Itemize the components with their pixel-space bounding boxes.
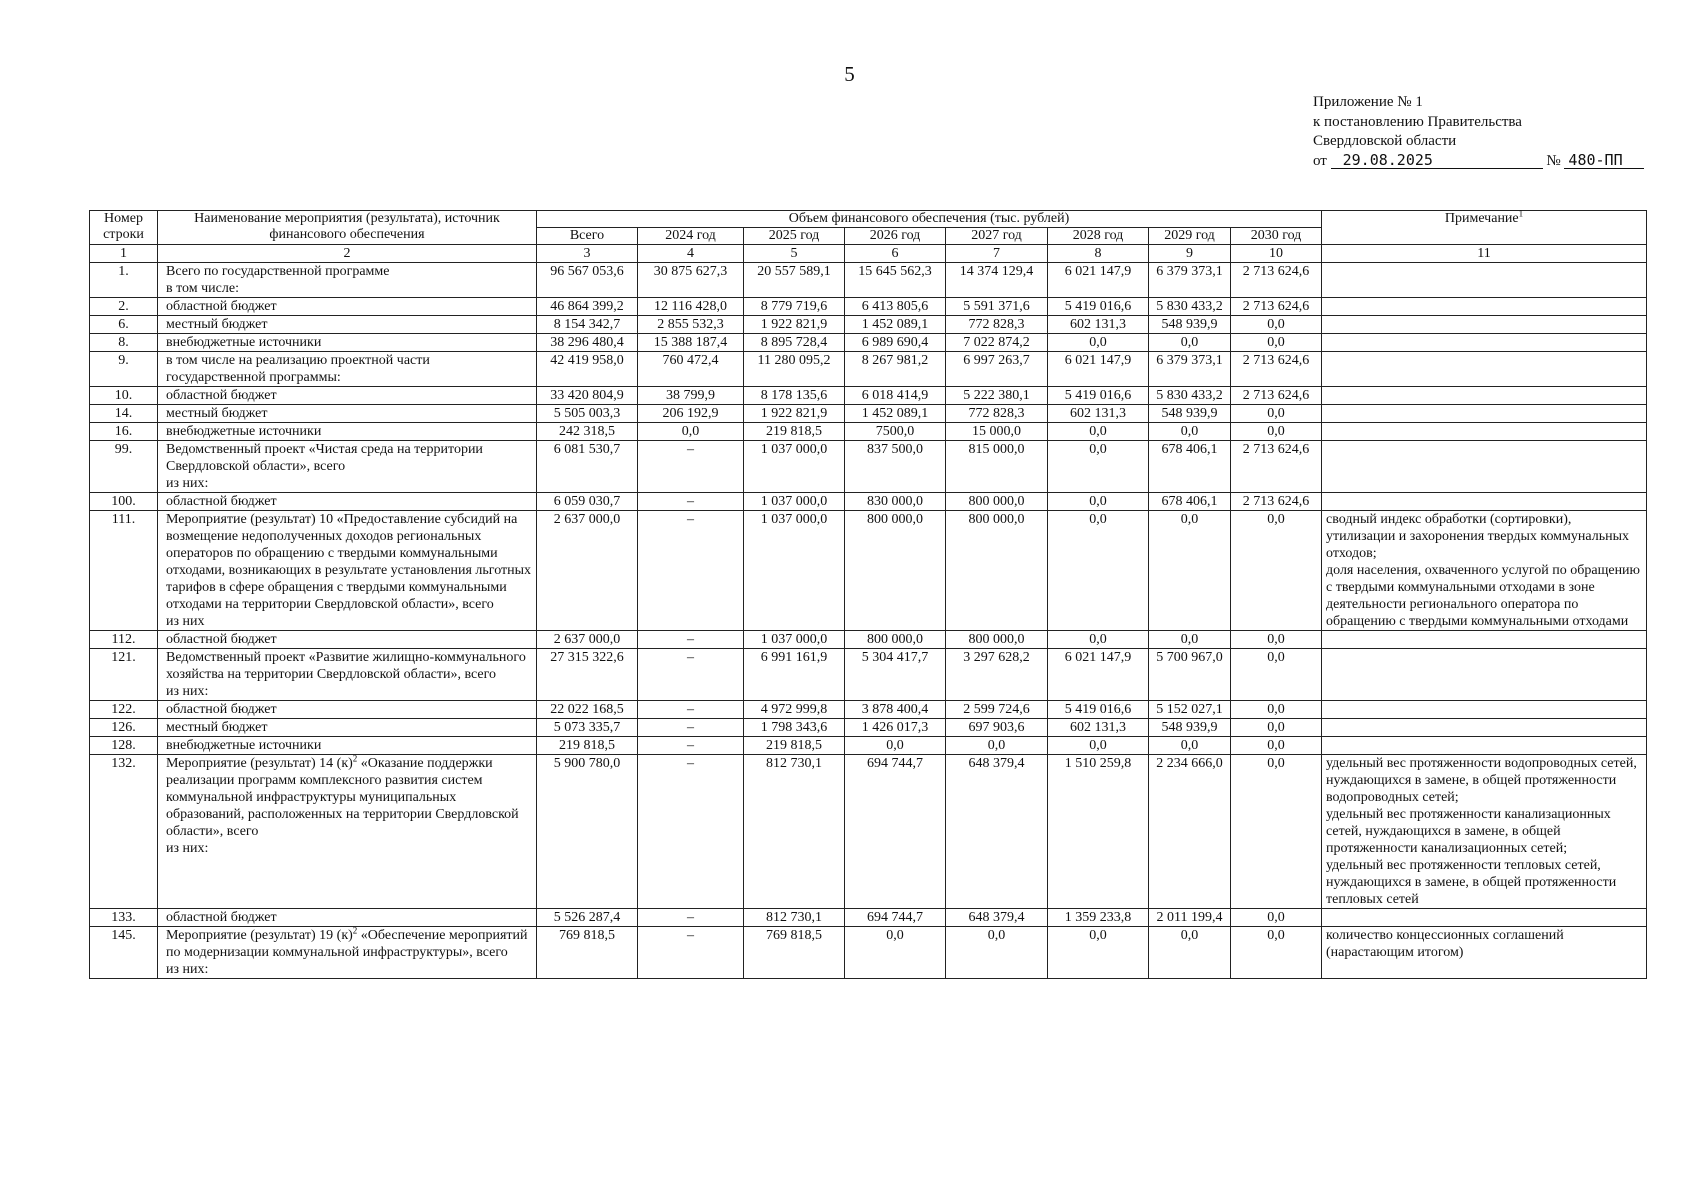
column-index-cell: 10 bbox=[1231, 245, 1322, 263]
value-cell: 8 154 342,7 bbox=[537, 316, 638, 334]
header-row-number: Номер строки bbox=[90, 211, 158, 245]
row-number: 16. bbox=[90, 423, 158, 441]
value-cell: 0,0 bbox=[638, 423, 744, 441]
value-cell: 800 000,0 bbox=[946, 493, 1048, 511]
column-index-cell: 2 bbox=[158, 245, 537, 263]
value-cell: 2 234 666,0 bbox=[1149, 755, 1231, 909]
value-cell: 0,0 bbox=[1149, 511, 1231, 631]
header-year: 2028 год bbox=[1048, 228, 1149, 245]
table-row bbox=[90, 316, 1647, 334]
value-cell: 6 379 373,1 bbox=[1149, 263, 1231, 298]
value-cell: 1 510 259,8 bbox=[1048, 755, 1149, 909]
table-row bbox=[90, 909, 1647, 927]
row-name-text: внебюджетные источники bbox=[166, 738, 322, 753]
value-cell: 678 406,1 bbox=[1149, 493, 1231, 511]
row-name bbox=[158, 631, 537, 649]
appendix-date-line bbox=[1313, 152, 1644, 172]
row-note: количество концессионных соглашений (нарастающим итогом) bbox=[1322, 927, 1647, 979]
value-cell: 0,0 bbox=[1231, 631, 1322, 649]
value-cell: 812 730,1 bbox=[744, 755, 845, 909]
value-cell: 1 037 000,0 bbox=[744, 493, 845, 511]
value-cell: 0,0 bbox=[1231, 701, 1322, 719]
row-number: 9. bbox=[90, 352, 158, 387]
value-cell: 0,0 bbox=[1048, 334, 1149, 352]
value-cell: 5 222 380,1 bbox=[946, 387, 1048, 405]
row-number: 122. bbox=[90, 701, 158, 719]
value-cell: 1 922 821,9 bbox=[744, 405, 845, 423]
value-cell: 8 178 135,6 bbox=[744, 387, 845, 405]
row-number: 133. bbox=[90, 909, 158, 927]
value-cell: 772 828,3 bbox=[946, 405, 1048, 423]
row-note bbox=[1322, 423, 1647, 441]
table-row bbox=[90, 755, 1647, 909]
row-name-text: областной бюджет bbox=[166, 388, 277, 403]
row-note bbox=[1322, 737, 1647, 755]
row-name bbox=[158, 423, 537, 441]
column-index-cell: 3 bbox=[537, 245, 638, 263]
value-cell: 1 798 343,6 bbox=[744, 719, 845, 737]
column-index-cell: 5 bbox=[744, 245, 845, 263]
value-cell: – bbox=[638, 737, 744, 755]
value-cell: 219 818,5 bbox=[744, 423, 845, 441]
value-cell: – bbox=[638, 719, 744, 737]
table-row bbox=[90, 298, 1647, 316]
row-name bbox=[158, 927, 537, 979]
value-cell: 2 713 624,6 bbox=[1231, 493, 1322, 511]
row-number: 99. bbox=[90, 441, 158, 493]
row-name bbox=[158, 493, 537, 511]
value-cell: – bbox=[638, 649, 744, 701]
row-number: 128. bbox=[90, 737, 158, 755]
value-cell: 15 388 187,4 bbox=[638, 334, 744, 352]
value-cell: 2 637 000,0 bbox=[537, 511, 638, 631]
value-cell: 697 903,6 bbox=[946, 719, 1048, 737]
value-cell: 694 744,7 bbox=[845, 909, 946, 927]
value-cell: 548 939,9 bbox=[1149, 405, 1231, 423]
row-name-text: Мероприятие (результат) 14 (к) bbox=[166, 756, 353, 771]
row-name-text: областной бюджет bbox=[166, 299, 277, 314]
value-cell: 7500,0 bbox=[845, 423, 946, 441]
row-note bbox=[1322, 649, 1647, 701]
value-cell: 0,0 bbox=[1231, 755, 1322, 909]
page-number: 5 bbox=[844, 62, 855, 86]
row-number: 121. bbox=[90, 649, 158, 701]
value-cell: 6 021 147,9 bbox=[1048, 649, 1149, 701]
value-cell: 0,0 bbox=[1231, 423, 1322, 441]
value-cell: 648 379,4 bbox=[946, 909, 1048, 927]
header-year: 2026 год bbox=[845, 228, 946, 245]
row-number: 100. bbox=[90, 493, 158, 511]
value-cell: 1 452 089,1 bbox=[845, 405, 946, 423]
row-name-footnote: 2 bbox=[352, 925, 358, 936]
value-cell: 1 037 000,0 bbox=[744, 511, 845, 631]
value-cell: 8 895 728,4 bbox=[744, 334, 845, 352]
column-index-cell: 9 bbox=[1149, 245, 1231, 263]
value-cell: 837 500,0 bbox=[845, 441, 946, 493]
value-cell: 0,0 bbox=[1231, 927, 1322, 979]
row-note bbox=[1322, 352, 1647, 387]
table-row bbox=[90, 649, 1647, 701]
header-name: Наименование мероприятия (результата), источник финансового обеспечения bbox=[158, 211, 537, 245]
value-cell: 0,0 bbox=[845, 927, 946, 979]
value-cell: 0,0 bbox=[1231, 909, 1322, 927]
value-cell: 242 318,5 bbox=[537, 423, 638, 441]
value-cell: 0,0 bbox=[1149, 927, 1231, 979]
row-name-text-rest: «Оказание поддержки реализации программ комплексного развития систем коммунальной инфраструктуры муниципальных образований, расположенных на территории Свердловской области», всего из них: bbox=[166, 756, 519, 856]
value-cell: 2 713 624,6 bbox=[1231, 441, 1322, 493]
row-number: 6. bbox=[90, 316, 158, 334]
row-name-text: областной бюджет bbox=[166, 702, 277, 717]
value-cell: 5 152 027,1 bbox=[1149, 701, 1231, 719]
value-cell: 15 645 562,3 bbox=[845, 263, 946, 298]
value-cell: 602 131,3 bbox=[1048, 719, 1149, 737]
value-cell: 602 131,3 bbox=[1048, 405, 1149, 423]
row-name-text: внебюджетные источники bbox=[166, 424, 322, 439]
row-number: 8. bbox=[90, 334, 158, 352]
value-cell: 6 021 147,9 bbox=[1048, 263, 1149, 298]
table-row bbox=[90, 493, 1647, 511]
date-prefix: от bbox=[1313, 152, 1327, 169]
table-row bbox=[90, 334, 1647, 352]
header-note-footnote: 1 bbox=[1518, 208, 1524, 219]
value-cell: 0,0 bbox=[946, 737, 1048, 755]
value-cell: 548 939,9 bbox=[1149, 316, 1231, 334]
header-note-label: Примечание bbox=[1444, 211, 1519, 226]
value-cell: 22 022 168,5 bbox=[537, 701, 638, 719]
value-cell: 7 022 874,2 bbox=[946, 334, 1048, 352]
table-row bbox=[90, 701, 1647, 719]
value-cell: 800 000,0 bbox=[845, 511, 946, 631]
value-cell: 0,0 bbox=[1048, 927, 1149, 979]
value-cell: 15 000,0 bbox=[946, 423, 1048, 441]
value-cell: 6 059 030,7 bbox=[537, 493, 638, 511]
row-name-text: Ведомственный проект «Развитие жилищно-коммунального хозяйства на территории Свердловской области», всего из них: bbox=[166, 650, 526, 699]
value-cell: 6 081 530,7 bbox=[537, 441, 638, 493]
row-note bbox=[1322, 316, 1647, 334]
value-cell: 6 379 373,1 bbox=[1149, 352, 1231, 387]
row-name bbox=[158, 352, 537, 387]
value-cell: 0,0 bbox=[1048, 737, 1149, 755]
value-cell: 0,0 bbox=[1048, 423, 1149, 441]
row-number: 112. bbox=[90, 631, 158, 649]
row-note: удельный вес протяженности водопроводных сетей, нуждающихся в замене, в общей протяженности водопроводных сетей; удельный вес протяженности канализационных сетей, нуждающихся в замене, в общей протяженности канализационных сетей; удельный вес протяженности тепловых сетей, нуждающихся в замене, в общей протяженности тепловых сетей bbox=[1322, 755, 1647, 909]
row-name-text: местный бюджет bbox=[166, 720, 268, 735]
table-row bbox=[90, 387, 1647, 405]
row-name-text: Ведомственный проект «Чистая среда на территории Свердловской области», всего из них: bbox=[166, 442, 483, 491]
value-cell: 5 526 287,4 bbox=[537, 909, 638, 927]
row-name-footnote: 2 bbox=[352, 753, 358, 764]
value-cell: 206 192,9 bbox=[638, 405, 744, 423]
value-cell: 548 939,9 bbox=[1149, 719, 1231, 737]
row-number: 111. bbox=[90, 511, 158, 631]
value-cell: 2 855 532,3 bbox=[638, 316, 744, 334]
row-note bbox=[1322, 334, 1647, 352]
value-cell: 602 131,3 bbox=[1048, 316, 1149, 334]
table-row bbox=[90, 263, 1647, 298]
value-cell: 5 419 016,6 bbox=[1048, 298, 1149, 316]
value-cell: 6 413 805,6 bbox=[845, 298, 946, 316]
table-row bbox=[90, 719, 1647, 737]
value-cell: 5 591 371,6 bbox=[946, 298, 1048, 316]
value-cell: 769 818,5 bbox=[537, 927, 638, 979]
appendix-subtitle: к постановлению Правительства bbox=[1313, 113, 1522, 130]
value-cell: 2 637 000,0 bbox=[537, 631, 638, 649]
value-cell: 800 000,0 bbox=[845, 631, 946, 649]
value-cell: 772 828,3 bbox=[946, 316, 1048, 334]
row-note bbox=[1322, 405, 1647, 423]
value-cell: 694 744,7 bbox=[845, 755, 946, 909]
row-name-text: областной бюджет bbox=[166, 910, 277, 925]
column-index-cell: 1 bbox=[90, 245, 158, 263]
row-number: 10. bbox=[90, 387, 158, 405]
value-cell: 5 700 967,0 bbox=[1149, 649, 1231, 701]
value-cell: 6 018 414,9 bbox=[845, 387, 946, 405]
column-index-cell: 7 bbox=[946, 245, 1048, 263]
row-name bbox=[158, 263, 537, 298]
number-prefix: № bbox=[1546, 152, 1561, 169]
value-cell: 0,0 bbox=[1231, 511, 1322, 631]
row-name-text: Мероприятие (результат) 19 (к) bbox=[166, 928, 353, 943]
table-row bbox=[90, 352, 1647, 387]
header-volume: Объем финансового обеспечения (тыс. рублей) bbox=[537, 211, 1322, 228]
row-name bbox=[158, 316, 537, 334]
value-cell: 2 713 624,6 bbox=[1231, 387, 1322, 405]
value-cell: – bbox=[638, 927, 744, 979]
table-row bbox=[90, 423, 1647, 441]
row-note bbox=[1322, 441, 1647, 493]
row-note: сводный индекс обработки (сортировки), утилизации и захоронения твердых коммунальных отходов; доля населения, охваченного услугой по обращению с твердыми коммунальными отходами в зоне деятельности регионального оператора по обращению с твердыми коммунальными отходами bbox=[1322, 511, 1647, 631]
value-cell: – bbox=[638, 631, 744, 649]
value-cell: 1 359 233,8 bbox=[1048, 909, 1149, 927]
value-cell: 4 972 999,8 bbox=[744, 701, 845, 719]
value-cell: 812 730,1 bbox=[744, 909, 845, 927]
column-index-cell: 4 bbox=[638, 245, 744, 263]
table-row bbox=[90, 441, 1647, 493]
header-year: 2029 год bbox=[1149, 228, 1231, 245]
value-cell: 0,0 bbox=[1048, 631, 1149, 649]
table-row bbox=[90, 511, 1647, 631]
appendix-region: Свердловской области bbox=[1313, 133, 1457, 149]
value-cell: 5 419 016,6 bbox=[1048, 387, 1149, 405]
value-cell: 3 878 400,4 bbox=[845, 701, 946, 719]
appendix-block bbox=[1313, 93, 1644, 171]
row-name bbox=[158, 334, 537, 352]
row-name bbox=[158, 701, 537, 719]
value-cell: 0,0 bbox=[1231, 649, 1322, 701]
row-name bbox=[158, 405, 537, 423]
value-cell: 0,0 bbox=[845, 737, 946, 755]
value-cell: 5 830 433,2 bbox=[1149, 298, 1231, 316]
value-cell: 800 000,0 bbox=[946, 631, 1048, 649]
header-year: 2024 год bbox=[638, 228, 744, 245]
appendix-title: Приложение № 1 bbox=[1313, 94, 1423, 110]
value-cell: 1 452 089,1 bbox=[845, 316, 946, 334]
column-index-cell: 11 bbox=[1322, 245, 1647, 263]
value-cell: – bbox=[638, 493, 744, 511]
table-row bbox=[90, 631, 1647, 649]
value-cell: 1 922 821,9 bbox=[744, 316, 845, 334]
value-cell: 0,0 bbox=[1149, 334, 1231, 352]
table-row bbox=[90, 927, 1647, 979]
value-cell: 815 000,0 bbox=[946, 441, 1048, 493]
row-note bbox=[1322, 631, 1647, 649]
value-cell: 1 426 017,3 bbox=[845, 719, 946, 737]
row-number: 2. bbox=[90, 298, 158, 316]
row-number: 1. bbox=[90, 263, 158, 298]
value-cell: – bbox=[638, 511, 744, 631]
row-name bbox=[158, 649, 537, 701]
value-cell: – bbox=[638, 909, 744, 927]
value-cell: 11 280 095,2 bbox=[744, 352, 845, 387]
row-name bbox=[158, 909, 537, 927]
value-cell: 12 116 428,0 bbox=[638, 298, 744, 316]
row-name-text: в том числе на реализацию проектной части государственной программы: bbox=[166, 353, 430, 385]
row-name bbox=[158, 719, 537, 737]
value-cell: 5 505 003,3 bbox=[537, 405, 638, 423]
row-note bbox=[1322, 263, 1647, 298]
value-cell: 5 419 016,6 bbox=[1048, 701, 1149, 719]
table-row bbox=[90, 405, 1647, 423]
value-cell: 800 000,0 bbox=[946, 511, 1048, 631]
column-index-row bbox=[90, 245, 1647, 263]
value-cell: 38 799,9 bbox=[638, 387, 744, 405]
row-note bbox=[1322, 719, 1647, 737]
value-cell: 0,0 bbox=[1149, 631, 1231, 649]
value-cell: 0,0 bbox=[1149, 737, 1231, 755]
value-cell: 2 011 199,4 bbox=[1149, 909, 1231, 927]
value-cell: 0,0 bbox=[1231, 719, 1322, 737]
row-number: 126. bbox=[90, 719, 158, 737]
header-year: 2030 год bbox=[1231, 228, 1322, 245]
row-name-text: местный бюджет bbox=[166, 406, 268, 421]
row-name-text: областной бюджет bbox=[166, 494, 277, 509]
value-cell: 5 304 417,7 bbox=[845, 649, 946, 701]
value-cell: 30 875 627,3 bbox=[638, 263, 744, 298]
column-index-cell: 8 bbox=[1048, 245, 1149, 263]
row-name bbox=[158, 737, 537, 755]
value-cell: 6 997 263,7 bbox=[946, 352, 1048, 387]
value-cell: 6 021 147,9 bbox=[1048, 352, 1149, 387]
value-cell: – bbox=[638, 701, 744, 719]
value-cell: 760 472,4 bbox=[638, 352, 744, 387]
value-cell: 33 420 804,9 bbox=[537, 387, 638, 405]
row-number: 14. bbox=[90, 405, 158, 423]
value-cell: 20 557 589,1 bbox=[744, 263, 845, 298]
value-cell: 0,0 bbox=[1231, 737, 1322, 755]
decree-number: 480-ПП bbox=[1564, 153, 1644, 169]
value-cell: 219 818,5 bbox=[744, 737, 845, 755]
row-name-text: областной бюджет bbox=[166, 632, 277, 647]
header-year: 2027 год bbox=[946, 228, 1048, 245]
value-cell: 5 073 335,7 bbox=[537, 719, 638, 737]
value-cell: 0,0 bbox=[1149, 423, 1231, 441]
value-cell: 6 991 161,9 bbox=[744, 649, 845, 701]
value-cell: 0,0 bbox=[1231, 316, 1322, 334]
column-index-cell: 6 bbox=[845, 245, 946, 263]
row-note bbox=[1322, 298, 1647, 316]
value-cell: 0,0 bbox=[1048, 511, 1149, 631]
value-cell: 14 374 129,4 bbox=[946, 263, 1048, 298]
value-cell: 46 864 399,2 bbox=[537, 298, 638, 316]
header-year: Всего bbox=[537, 228, 638, 245]
value-cell: – bbox=[638, 755, 744, 909]
value-cell: 96 567 053,6 bbox=[537, 263, 638, 298]
row-name-text: местный бюджет bbox=[166, 317, 268, 332]
value-cell: 0,0 bbox=[1231, 405, 1322, 423]
value-cell: 830 000,0 bbox=[845, 493, 946, 511]
row-name-text-rest: «Обеспечение мероприятий по модернизации коммунальной инфраструктуры», всего из них: bbox=[166, 928, 528, 977]
value-cell: 5 900 780,0 bbox=[537, 755, 638, 909]
value-cell: 5 830 433,2 bbox=[1149, 387, 1231, 405]
value-cell: 678 406,1 bbox=[1149, 441, 1231, 493]
value-cell: 6 989 690,4 bbox=[845, 334, 946, 352]
row-name-text: Мероприятие (результат) 10 «Предоставление субсидий на возмещение недополученных доходов региональных операторов по обращению с твердыми коммунальными отходами, возникающих в результате установления льготных тарифов в сфере обращения с твердыми коммунальными отходами на территории Свердловской области», всего из них bbox=[166, 512, 532, 629]
row-name bbox=[158, 298, 537, 316]
row-number: 145. bbox=[90, 927, 158, 979]
row-name-text: внебюджетные источники bbox=[166, 335, 322, 350]
table-row bbox=[90, 737, 1647, 755]
value-cell: 0,0 bbox=[1048, 441, 1149, 493]
value-cell: 0,0 bbox=[1231, 334, 1322, 352]
value-cell: – bbox=[638, 441, 744, 493]
value-cell: 2 599 724,6 bbox=[946, 701, 1048, 719]
value-cell: 0,0 bbox=[946, 927, 1048, 979]
row-name bbox=[158, 441, 537, 493]
value-cell: 0,0 bbox=[1048, 493, 1149, 511]
row-note bbox=[1322, 909, 1647, 927]
value-cell: 2 713 624,6 bbox=[1231, 263, 1322, 298]
value-cell: 219 818,5 bbox=[537, 737, 638, 755]
value-cell: 8 779 719,6 bbox=[744, 298, 845, 316]
value-cell: 2 713 624,6 bbox=[1231, 298, 1322, 316]
value-cell: 42 419 958,0 bbox=[537, 352, 638, 387]
row-note bbox=[1322, 387, 1647, 405]
row-note bbox=[1322, 493, 1647, 511]
value-cell: 27 315 322,6 bbox=[537, 649, 638, 701]
header-note bbox=[1322, 208, 1647, 245]
decree-date: 29.08.2025 bbox=[1331, 153, 1543, 169]
row-number: 132. bbox=[90, 755, 158, 909]
value-cell: 8 267 981,2 bbox=[845, 352, 946, 387]
value-cell: 1 037 000,0 bbox=[744, 441, 845, 493]
row-name bbox=[158, 511, 537, 631]
row-name bbox=[158, 387, 537, 405]
row-note bbox=[1322, 701, 1647, 719]
financing-table bbox=[89, 210, 1647, 979]
row-name-text: Всего по государственной программе в том числе: bbox=[166, 264, 390, 296]
value-cell: 38 296 480,4 bbox=[537, 334, 638, 352]
value-cell: 2 713 624,6 bbox=[1231, 352, 1322, 387]
value-cell: 3 297 628,2 bbox=[946, 649, 1048, 701]
header-year: 2025 год bbox=[744, 228, 845, 245]
value-cell: 769 818,5 bbox=[744, 927, 845, 979]
value-cell: 648 379,4 bbox=[946, 755, 1048, 909]
value-cell: 1 037 000,0 bbox=[744, 631, 845, 649]
row-name bbox=[158, 755, 537, 909]
